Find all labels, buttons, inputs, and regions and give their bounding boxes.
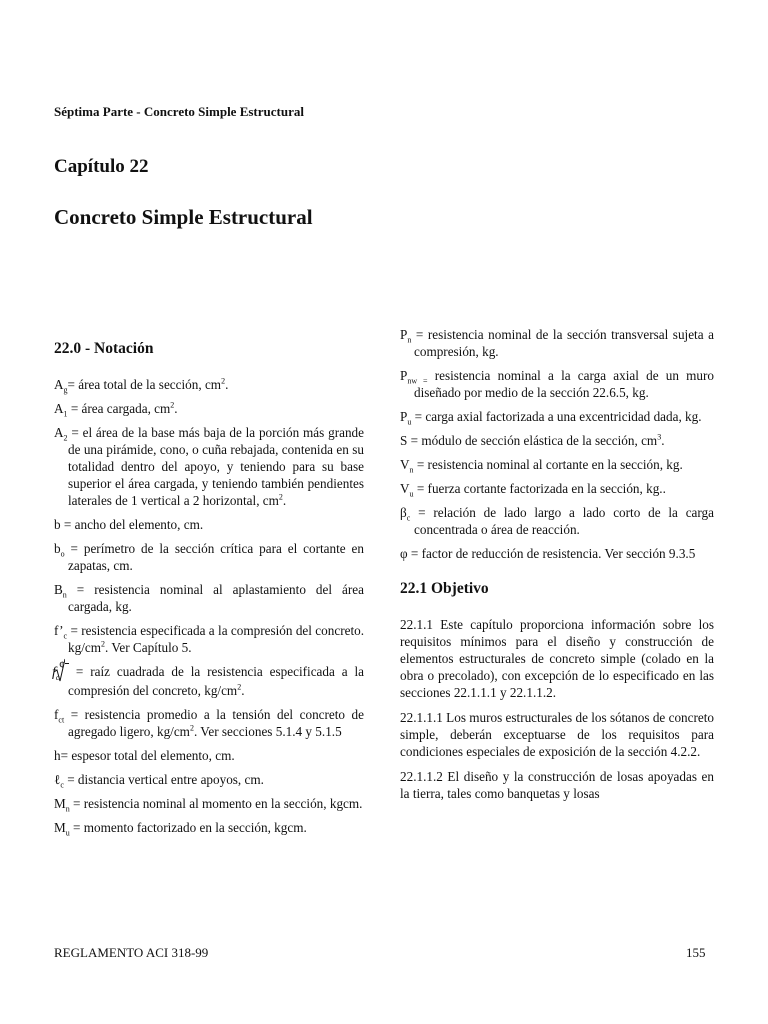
page-number: 155 <box>686 945 706 960</box>
notation-entry: $A_1$ = área cargada, $cm^2$. <box>54 400 178 419</box>
notation-entry: $V_n$ = resistencia nominal al cortante en la sección, kg. <box>400 457 683 475</box>
notation-entry: $M_u$ = momento factorizado en la sección, kgcm. <box>54 820 307 838</box>
notation-entry: b = ancho del elemento, cm. <box>54 517 204 532</box>
notation-entry: $B_n$ = resistencia nominal al aplastamiento del área cargada, kg. <box>54 582 364 614</box>
notation-entry: S = módulo de sección elástica de la sección, $cm^3$. <box>400 432 665 448</box>
notation-entry: $A_2$ = el área de la base más baja de la porción más grande de una pirámide, cono, o cuña rebajada, contenida en su totalidad dentro del apoyo, y teniendo para su base superior el área cargada, y teniendo también pendientes laterales de 1 vertical a 2 horizontal, $cm^2$. <box>54 425 364 508</box>
notation-entry: $b_o$ = perímetro de la sección crítica para el cortante en zapatas, cm. <box>54 541 364 573</box>
notation-entry: $\beta_c$ = relación de lado largo a lado corto de la carga concentrada o área de reacción. <box>400 505 714 537</box>
paragraph: 22.1.1 Este capítulo proporciona información sobre los requisitos mínimos para el diseño y construcción de elementos estructurales de concreto simple (colado en la obra o precolado), con excepción de lo especificado en las secciones 22.1.1.1 y 22.1.1.2. <box>400 617 714 700</box>
left-column <box>54 340 364 843</box>
notation-entry: φ = factor de reducción de resistencia. Ver sección 9.3.5 <box>400 546 696 561</box>
objective-heading: 22.1 Objetivo <box>400 580 489 597</box>
chapter-title: Concreto Simple Estructural <box>54 205 313 229</box>
notation-entry: $P_u$ = carga axial factorizada a una excentricidad dada, kg. <box>400 409 702 427</box>
part-title: Séptima Parte - Concreto Simple Estructural <box>54 104 304 119</box>
notation-entry: $f_{ct}$ = resistencia promedio a la tensión del concreto de agregado ligero, $kg/cm^2$. Ver secciones 5.1.4 y 5.1.5 <box>54 707 364 739</box>
notation-entry: $P_{nw =}$ resistencia nominal a la carga axial de un muro diseñado por medio de la sección 22.6.5, kg. <box>400 368 714 400</box>
notation-entry: $M_n$ = resistencia nominal al momento en la sección, kgcm. <box>54 796 363 814</box>
notation-heading: 22.0 - Notación <box>54 340 154 357</box>
notation-entry: $V_u$ = fuerza cortante factorizada en la sección, kg.. <box>400 481 666 499</box>
notation-entry: ℓ$_c$ = distancia vertical entre apoyos, cm. <box>54 772 264 790</box>
right-column <box>400 326 714 810</box>
notation-entry-sqrt: $f_c$ ¢ = raíz cuadrada de la resistencia especificada a la compresión del concreto, $kg/cm^2$. <box>52 659 365 698</box>
footer-title: REGLAMENTO ACI 318-99 <box>54 945 209 960</box>
paragraph: 22.1.1.1 Los muros estructurales de los sótanos de concreto simple, deberán exceptuarse de los requisitos para condiciones especiales de exposición de la sección 4.2.2. <box>400 710 714 759</box>
notation-entry: h= espesor total del elemento, cm. <box>54 748 235 763</box>
paragraph: 22.1.1.2 El diseño y la construcción de losas apoyadas en la tierra, tales como banquetas y losas <box>400 769 714 801</box>
notation-entry: $f’_c$ = resistencia especificada a la compresión del concreto. $kg/cm^2$. Ver Capítulo 5. <box>54 623 364 655</box>
notation-entry: $A_g=$ área total de la sección, $cm^2$. <box>54 376 229 395</box>
notation-entry: $P_n$ = resistencia nominal de la sección transversal sujeta a compresión, kg. <box>400 327 714 359</box>
chapter-label: Capítulo 22 <box>54 156 149 177</box>
square-root-symbol: $f_c$ ¢ <box>54 658 69 682</box>
